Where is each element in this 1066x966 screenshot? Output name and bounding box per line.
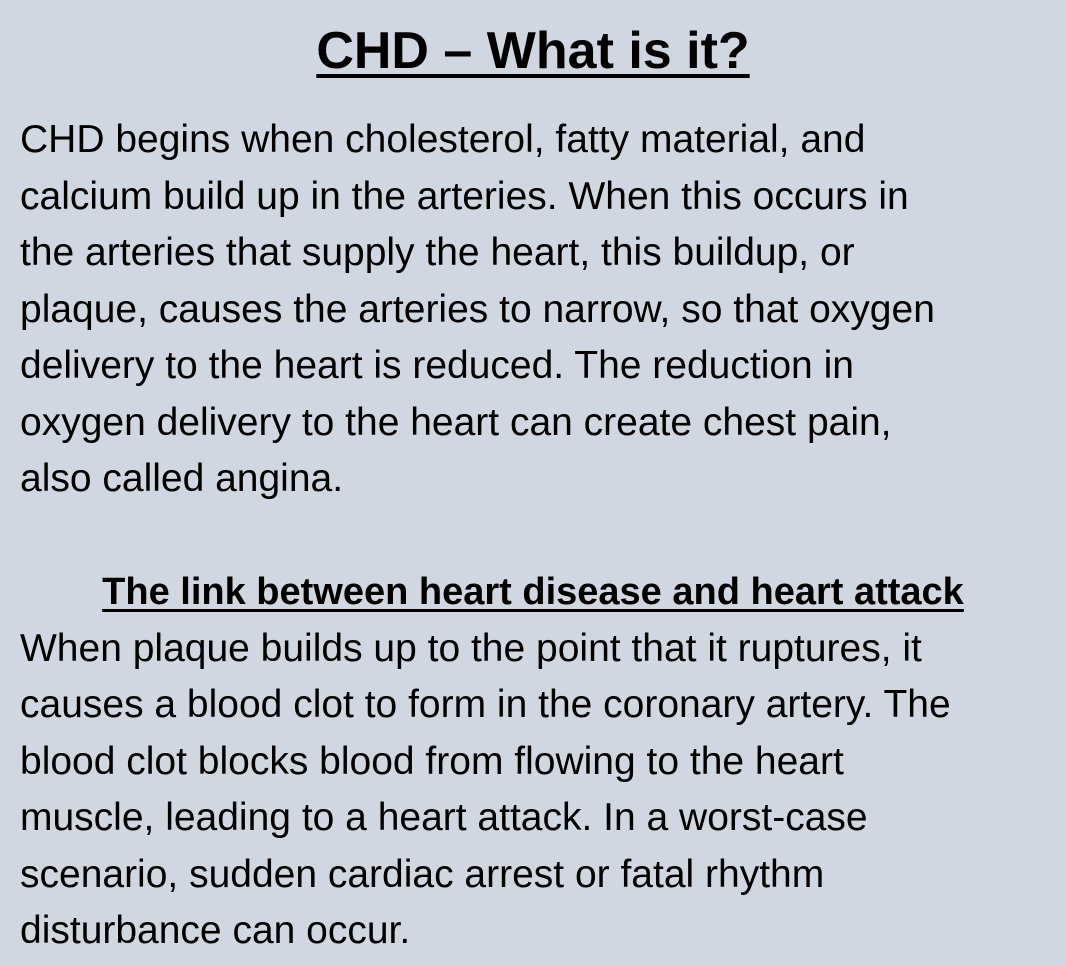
section-spacer bbox=[20, 508, 1046, 565]
section-subtitle bbox=[20, 564, 1046, 621]
heart-attack-paragraph: When plaque builds up to the point that it ruptures, it causes a blood clot to form in the coronary artery. The blood clot blocks blood from flowing to the heart muscle, leading to a heart attack. In a worst-case scenario, sudden cardiac arrest or fatal rhythm disturbance can occur. bbox=[20, 626, 951, 952]
slide-title-text: CHD – What is it? bbox=[316, 22, 750, 80]
section-subtitle-text: The link between heart disease and heart attack bbox=[102, 571, 964, 613]
slide-title bbox=[20, 0, 1046, 80]
intro-paragraph: CHD begins when cholesterol, fatty material, and calcium build up in the arteries. When this occurs in the arteries that supply the heart, this buildup, or plaque, causes the arteries to narrow, so that oxygen delivery to the heart is reduced. The reduction in oxygen delivery to the heart can create chest pain, also called angina. bbox=[20, 118, 935, 500]
